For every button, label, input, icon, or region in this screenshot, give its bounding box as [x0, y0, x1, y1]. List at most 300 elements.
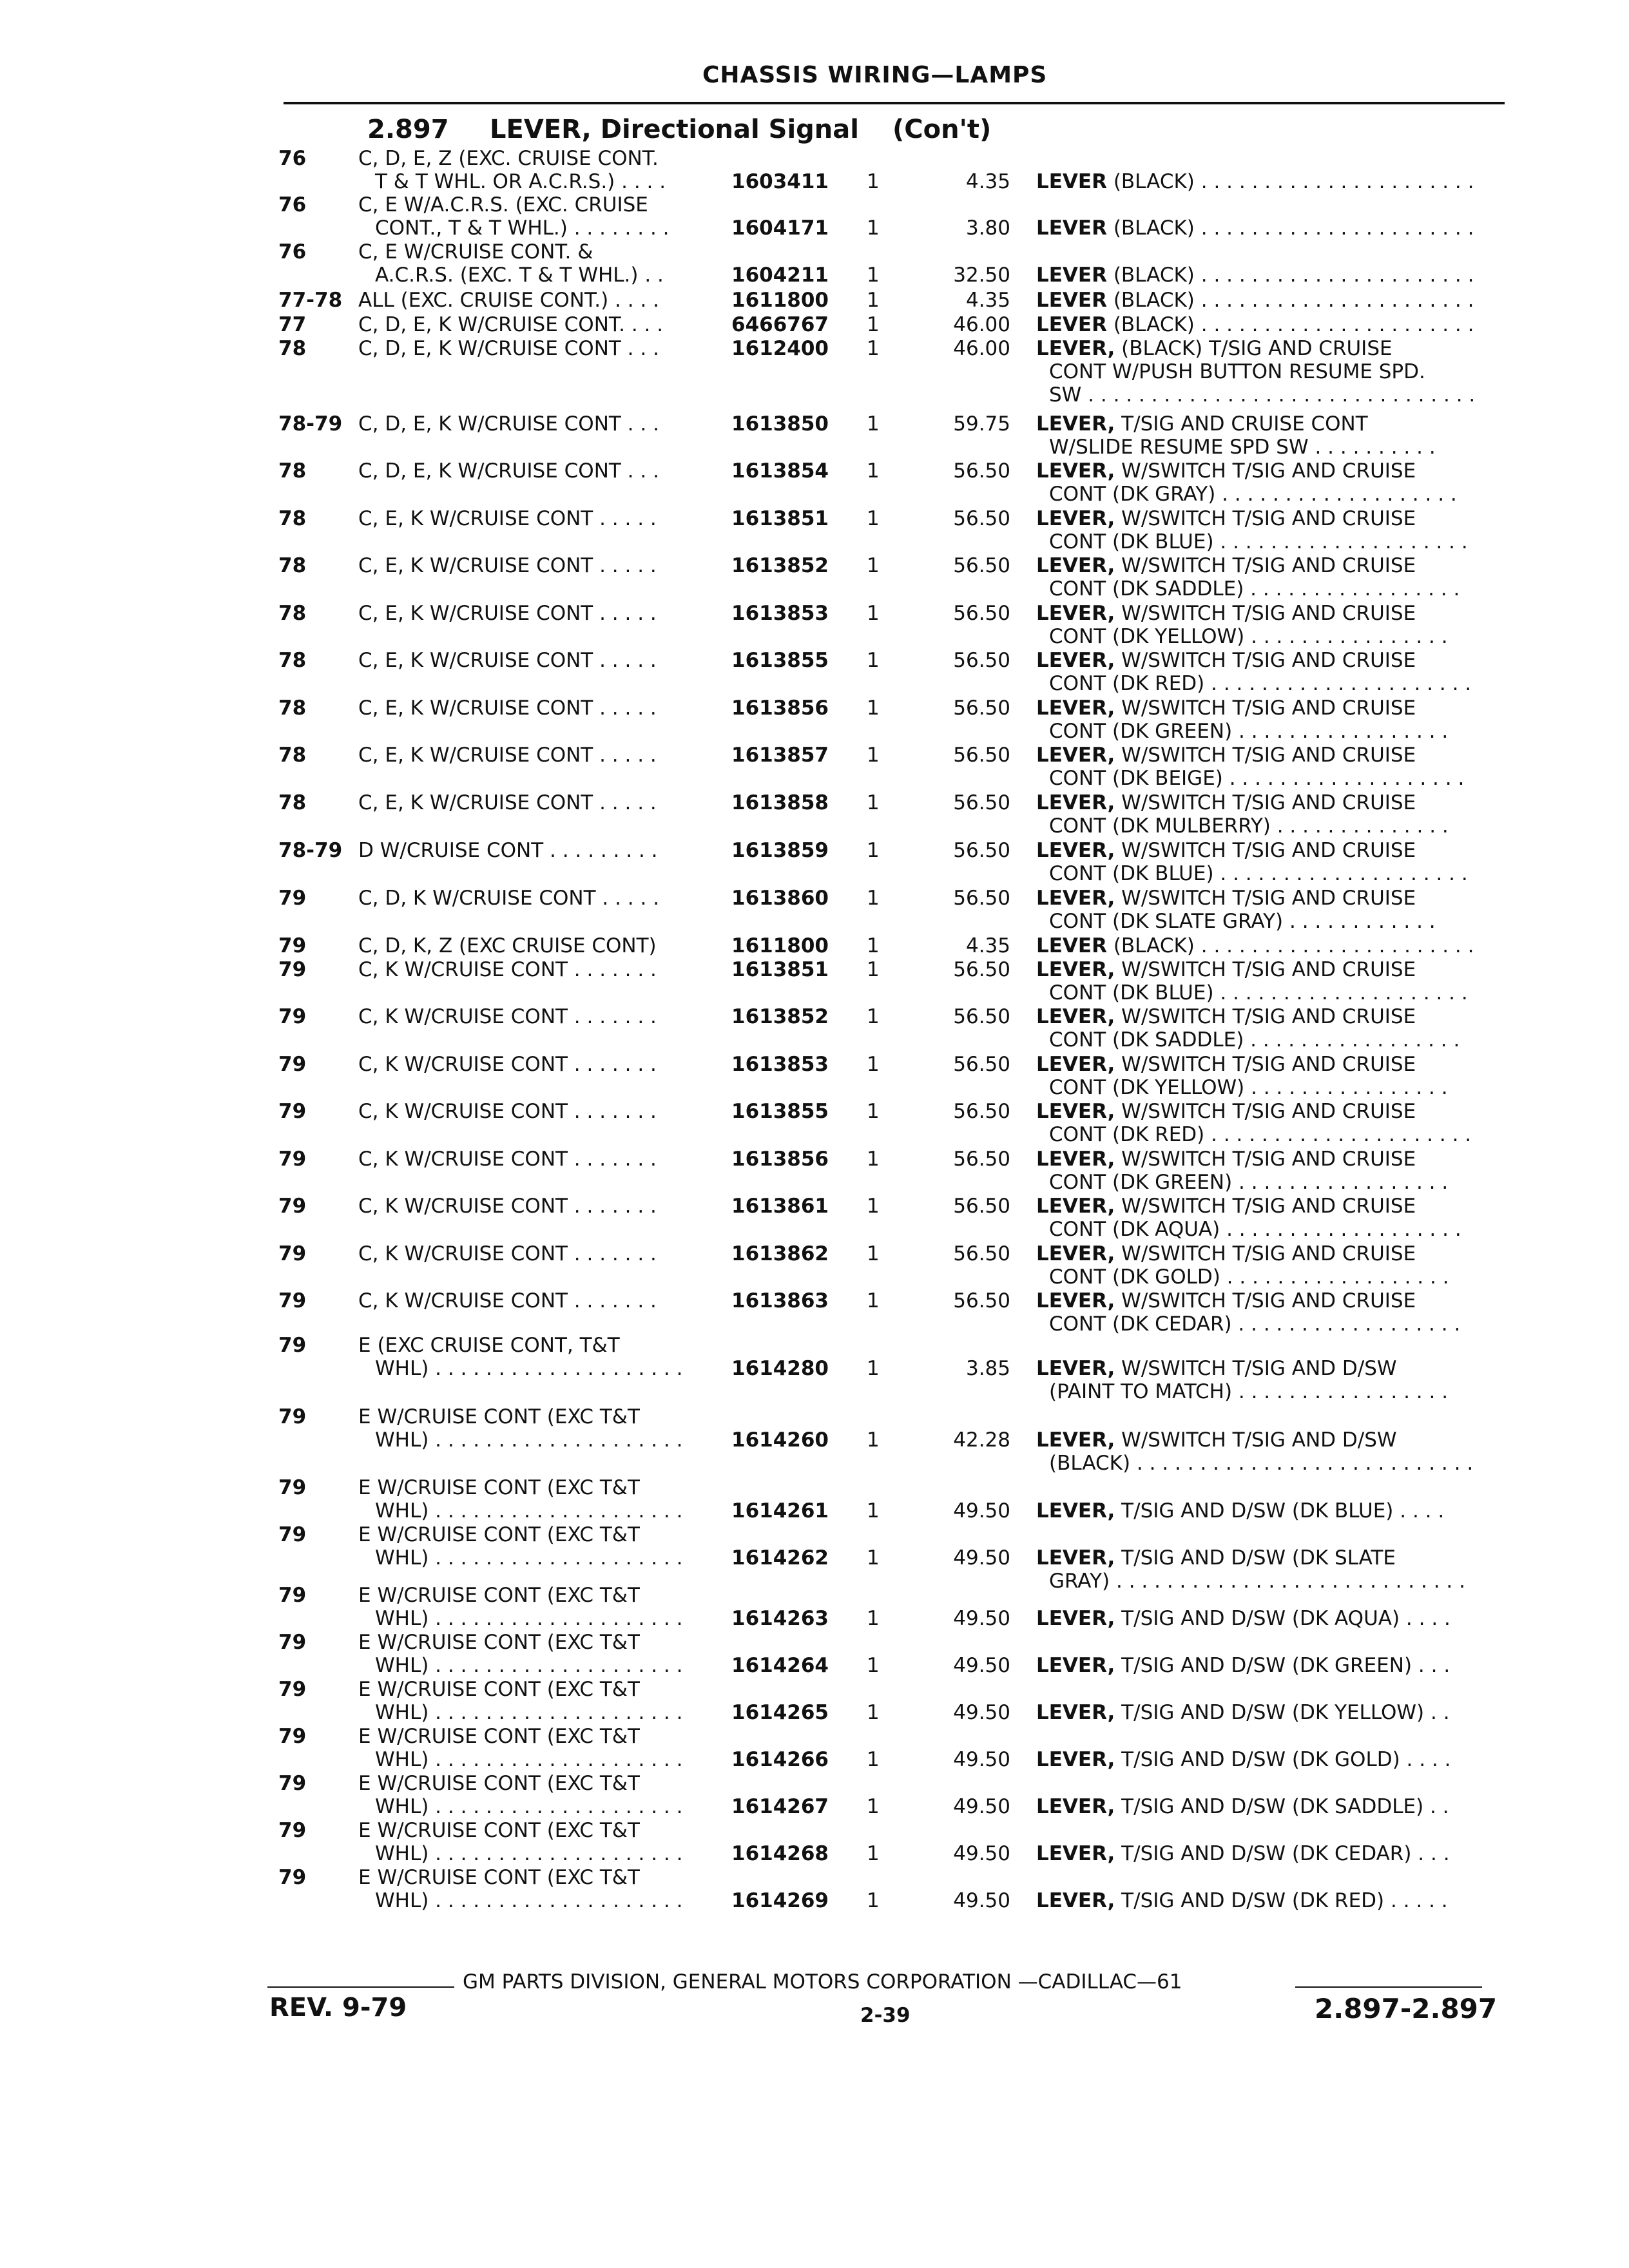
description-text: W/SWITCH T/SIG AND D/SW	[1115, 1428, 1397, 1452]
price-cell: 56.50	[953, 697, 1010, 720]
description-cell-cont: CONT W/PUSH BUTTON RESUME SPD.	[1049, 360, 1425, 383]
description-text: T/SIG AND D/SW (DK YELLOW) . .	[1115, 1701, 1450, 1724]
part-number-cell: 1614269	[731, 1889, 829, 1912]
model-cell: E W/CRUISE CONT (EXC T&T	[358, 1772, 640, 1795]
description-cell	[1036, 649, 1416, 672]
price-cell: 56.50	[953, 1100, 1010, 1123]
model-cell: E (EXC CRUISE CONT, T&T	[358, 1334, 620, 1357]
price-cell: 56.50	[953, 1148, 1010, 1171]
price-cell: 49.50	[953, 1748, 1010, 1771]
quantity-cell: 1	[867, 313, 880, 336]
year-cell: 79	[278, 1005, 307, 1028]
year-cell: 78	[278, 507, 307, 530]
description-cell-cont: CONT (DK SADDLE) . . . . . . . . . . . . . . . . .	[1049, 1028, 1460, 1052]
description-text: T/SIG AND D/SW (DK SLATE	[1115, 1546, 1396, 1570]
description-text: T/SIG AND CRUISE CONT	[1115, 412, 1368, 436]
quantity-cell: 1	[867, 958, 880, 981]
quantity-cell: 1	[867, 1748, 880, 1771]
price-cell: 49.50	[953, 1499, 1010, 1523]
price-cell: 32.50	[953, 264, 1010, 287]
quantity-cell: 1	[867, 1242, 880, 1265]
quantity-cell: 1	[867, 1842, 880, 1865]
description-text: T/SIG AND D/SW (DK CEDAR) . . .	[1115, 1842, 1450, 1865]
description-cell	[1036, 1242, 1416, 1265]
year-cell: 79	[278, 1476, 307, 1499]
quantity-cell: 1	[867, 1701, 880, 1724]
price-cell: 49.50	[953, 1654, 1010, 1677]
description-keyword: LEVER,	[1036, 1242, 1115, 1265]
model-cell-cont: T & T WHL. OR A.C.R.S.) . . . .	[375, 170, 666, 193]
model-cell: C, E, K W/CRUISE CONT . . . . .	[358, 507, 657, 530]
model-cell: C, K W/CRUISE CONT . . . . . . .	[358, 1053, 657, 1076]
description-cell	[1036, 1889, 1448, 1912]
description-keyword: LEVER,	[1036, 1289, 1115, 1312]
year-cell: 79	[278, 1195, 307, 1218]
part-number-cell: 1614265	[731, 1701, 829, 1724]
price-cell: 46.00	[953, 337, 1010, 360]
model-cell-cont: WHL) . . . . . . . . . . . . . . . . . . . .	[375, 1889, 683, 1912]
part-number-cell: 1614280	[731, 1357, 829, 1380]
description-keyword: LEVER,	[1036, 412, 1115, 436]
year-cell: 79	[278, 1523, 307, 1546]
year-cell: 78-79	[278, 412, 343, 436]
section-title: LEVER, Directional Signal	[490, 115, 859, 144]
revision-label: REV. 9-79	[269, 1993, 407, 2023]
part-number-cell: 1614268	[731, 1842, 829, 1865]
description-keyword: LEVER,	[1036, 1748, 1115, 1771]
description-text: W/SWITCH T/SIG AND CRUISE	[1115, 554, 1416, 577]
description-text: W/SWITCH T/SIG AND CRUISE	[1115, 744, 1416, 767]
description-keyword: LEVER,	[1036, 887, 1115, 910]
description-text: W/SWITCH T/SIG AND CRUISE	[1115, 1242, 1416, 1265]
year-cell: 77-78	[278, 289, 343, 312]
price-cell: 4.35	[965, 934, 1010, 957]
description-cell	[1036, 216, 1474, 240]
model-cell: E W/CRUISE CONT (EXC T&T	[358, 1405, 640, 1428]
description-cell	[1036, 791, 1416, 814]
description-keyword: LEVER,	[1036, 1795, 1115, 1818]
page-header-title: CHASSIS WIRING—LAMPS	[702, 62, 1048, 88]
description-keyword: LEVER,	[1036, 1499, 1115, 1523]
quantity-cell: 1	[867, 602, 880, 625]
quantity-cell: 1	[867, 1005, 880, 1028]
model-cell: C, K W/CRUISE CONT . . . . . . .	[358, 1242, 657, 1265]
price-cell: 56.50	[953, 554, 1010, 577]
description-cell-cont: CONT (DK YELLOW) . . . . . . . . . . . . . . . .	[1049, 1076, 1448, 1099]
price-cell: 42.28	[953, 1428, 1010, 1452]
model-cell-cont: WHL) . . . . . . . . . . . . . . . . . . . .	[375, 1795, 683, 1818]
description-text: W/SWITCH T/SIG AND CRUISE	[1115, 507, 1416, 530]
description-cell	[1036, 170, 1474, 193]
page-number: 2-39	[860, 2004, 911, 2027]
model-cell: C, K W/CRUISE CONT . . . . . . .	[358, 958, 657, 981]
quantity-cell: 1	[867, 1053, 880, 1076]
model-cell: C, K W/CRUISE CONT . . . . . . .	[358, 1289, 657, 1312]
description-cell-cont: CONT (DK BLUE) . . . . . . . . . . . . . . . . . . . .	[1049, 530, 1468, 553]
description-cell	[1036, 1795, 1449, 1818]
description-keyword: LEVER,	[1036, 1607, 1115, 1630]
price-cell: 56.50	[953, 1005, 1010, 1028]
part-number-cell: 1613858	[731, 791, 829, 814]
year-cell: 79	[278, 1100, 307, 1123]
description-cell	[1036, 459, 1416, 483]
description-keyword: LEVER	[1036, 264, 1107, 287]
price-cell: 3.85	[965, 1357, 1010, 1380]
model-cell: C, E, K W/CRUISE CONT . . . . .	[358, 791, 657, 814]
model-cell: E W/CRUISE CONT (EXC T&T	[358, 1523, 640, 1546]
model-cell-cont: CONT., T & T WHL.) . . . . . . . .	[375, 216, 670, 240]
description-cell	[1036, 839, 1416, 862]
description-keyword: LEVER,	[1036, 1148, 1115, 1171]
quantity-cell: 1	[867, 507, 880, 530]
price-cell: 56.50	[953, 958, 1010, 981]
description-cell-cont: W/SLIDE RESUME SPD SW . . . . . . . . . .	[1049, 436, 1436, 459]
description-text: W/SWITCH T/SIG AND CRUISE	[1115, 459, 1416, 483]
description-cell	[1036, 958, 1416, 981]
year-cell: 79	[278, 1772, 307, 1795]
year-cell: 76	[278, 193, 307, 216]
model-cell: D W/CRUISE CONT . . . . . . . . .	[358, 839, 658, 862]
footer-rule-left	[267, 1986, 454, 1988]
description-cell-cont: CONT (DK GREEN) . . . . . . . . . . . . . . . . .	[1049, 1171, 1449, 1194]
model-cell: C, D, K, Z (EXC CRUISE CONT)	[358, 934, 657, 957]
part-number-cell: 1613852	[731, 554, 829, 577]
part-number-cell: 1614260	[731, 1428, 829, 1452]
year-cell: 78	[278, 791, 307, 814]
part-number-cell: 1613852	[731, 1005, 829, 1028]
year-cell: 79	[278, 1405, 307, 1428]
year-cell: 79	[278, 1242, 307, 1265]
model-cell: E W/CRUISE CONT (EXC T&T	[358, 1631, 640, 1654]
description-text: (BLACK) . . . . . . . . . . . . . . . . . . . . . .	[1106, 934, 1474, 957]
description-keyword: LEVER,	[1036, 1842, 1115, 1865]
description-cell-cont: GRAY) . . . . . . . . . . . . . . . . . . . . . . . . . . . .	[1049, 1570, 1465, 1593]
model-cell: C, D, E, K W/CRUISE CONT . . .	[358, 337, 659, 360]
model-cell: C, E W/CRUISE CONT. &	[358, 240, 593, 264]
description-keyword: LEVER,	[1036, 839, 1115, 862]
price-cell: 56.50	[953, 649, 1010, 672]
description-cell	[1036, 1053, 1416, 1076]
description-keyword: LEVER,	[1036, 337, 1115, 360]
price-cell: 56.50	[953, 887, 1010, 910]
part-number-cell: 1614264	[731, 1654, 829, 1677]
description-keyword: LEVER,	[1036, 958, 1115, 981]
model-cell: ALL (EXC. CRUISE CONT.) . . . .	[358, 289, 660, 312]
quantity-cell: 1	[867, 697, 880, 720]
description-cell-cont: CONT (DK BEIGE) . . . . . . . . . . . . . . . . . . .	[1049, 767, 1465, 790]
part-number-cell: 1613856	[731, 1148, 829, 1171]
part-number-cell: 1614263	[731, 1607, 829, 1630]
description-text: T/SIG AND D/SW (DK RED) . . . . .	[1115, 1889, 1448, 1912]
year-cell: 79	[278, 1725, 307, 1748]
model-cell: E W/CRUISE CONT (EXC T&T	[358, 1476, 640, 1499]
description-cell	[1036, 1357, 1397, 1380]
description-text: (BLACK) T/SIG AND CRUISE	[1115, 337, 1393, 360]
model-cell-cont: WHL) . . . . . . . . . . . . . . . . . . . .	[375, 1701, 683, 1724]
quantity-cell: 1	[867, 1289, 880, 1312]
model-cell: C, E W/A.C.R.S. (EXC. CRUISE	[358, 193, 648, 216]
description-cell	[1036, 1701, 1450, 1724]
model-cell: E W/CRUISE CONT (EXC T&T	[358, 1584, 640, 1607]
description-text: W/SWITCH T/SIG AND CRUISE	[1115, 1289, 1416, 1312]
description-text: (BLACK) . . . . . . . . . . . . . . . . . . . . . .	[1106, 289, 1474, 312]
model-cell-cont: WHL) . . . . . . . . . . . . . . . . . . . .	[375, 1748, 683, 1771]
year-cell: 79	[278, 1289, 307, 1312]
year-cell: 78	[278, 459, 307, 483]
description-cell	[1036, 1654, 1450, 1677]
part-number-cell: 1612400	[731, 337, 829, 360]
quantity-cell: 1	[867, 264, 880, 287]
description-text: W/SWITCH T/SIG AND CRUISE	[1115, 1100, 1416, 1123]
description-text: W/SWITCH T/SIG AND CRUISE	[1115, 1148, 1416, 1171]
price-cell: 4.35	[965, 170, 1010, 193]
description-cell	[1036, 1289, 1416, 1312]
price-cell: 49.50	[953, 1889, 1010, 1912]
description-keyword: LEVER,	[1036, 1357, 1115, 1380]
description-cell-cont: CONT (DK GRAY) . . . . . . . . . . . . . . . . . . .	[1049, 483, 1457, 506]
year-cell: 79	[278, 1631, 307, 1654]
model-cell-cont: WHL) . . . . . . . . . . . . . . . . . . . .	[375, 1428, 683, 1452]
description-cell	[1036, 313, 1474, 336]
year-cell: 79	[278, 1866, 307, 1889]
year-cell: 78	[278, 697, 307, 720]
part-number-cell: 1613851	[731, 507, 829, 530]
description-keyword: LEVER,	[1036, 1701, 1115, 1724]
year-cell: 79	[278, 1678, 307, 1701]
price-cell: 56.50	[953, 791, 1010, 814]
price-cell: 56.50	[953, 1053, 1010, 1076]
price-cell: 46.00	[953, 313, 1010, 336]
description-cell-cont: CONT (DK BLUE) . . . . . . . . . . . . . . . . . . . .	[1049, 862, 1468, 885]
part-number-cell: 1613855	[731, 649, 829, 672]
quantity-cell: 1	[867, 1357, 880, 1380]
description-cell	[1036, 1100, 1416, 1123]
price-cell: 59.75	[953, 412, 1010, 436]
description-keyword: LEVER	[1036, 216, 1107, 240]
description-text: (BLACK) . . . . . . . . . . . . . . . . . . . . . .	[1106, 313, 1474, 336]
description-cell-cont: CONT (DK BLUE) . . . . . . . . . . . . . . . . . . . .	[1049, 981, 1468, 1004]
model-cell-cont: WHL) . . . . . . . . . . . . . . . . . . . .	[375, 1654, 683, 1677]
price-cell: 56.50	[953, 1242, 1010, 1265]
quantity-cell: 1	[867, 1100, 880, 1123]
description-cell-cont: (BLACK) . . . . . . . . . . . . . . . . . . . . . . . . . . .	[1049, 1452, 1474, 1475]
model-cell-cont: WHL) . . . . . . . . . . . . . . . . . . . .	[375, 1842, 683, 1865]
description-cell-cont: (PAINT TO MATCH) . . . . . . . . . . . . . . . . .	[1049, 1380, 1449, 1403]
quantity-cell: 1	[867, 412, 880, 436]
model-cell: E W/CRUISE CONT (EXC T&T	[358, 1678, 640, 1701]
quantity-cell: 1	[867, 1795, 880, 1818]
price-cell: 49.50	[953, 1546, 1010, 1570]
description-cell	[1036, 934, 1474, 957]
price-cell: 56.50	[953, 839, 1010, 862]
description-keyword: LEVER	[1036, 289, 1107, 312]
part-number-cell: 1613861	[731, 1195, 829, 1218]
quantity-cell: 1	[867, 170, 880, 193]
model-cell: E W/CRUISE CONT (EXC T&T	[358, 1819, 640, 1842]
year-cell: 78	[278, 744, 307, 767]
description-keyword: LEVER,	[1036, 1005, 1115, 1028]
description-cell	[1036, 264, 1474, 287]
year-cell: 79	[278, 887, 307, 910]
model-cell-cont: WHL) . . . . . . . . . . . . . . . . . . . .	[375, 1357, 683, 1380]
year-cell: 79	[278, 1819, 307, 1842]
year-cell: 78-79	[278, 839, 343, 862]
description-keyword: LEVER,	[1036, 1100, 1115, 1123]
model-cell: C, K W/CRUISE CONT . . . . . . .	[358, 1148, 657, 1171]
description-keyword: LEVER,	[1036, 1195, 1115, 1218]
description-cell	[1036, 1428, 1397, 1452]
description-text: W/SWITCH T/SIG AND CRUISE	[1115, 697, 1416, 720]
price-cell: 3.80	[965, 216, 1010, 240]
quantity-cell: 1	[867, 1889, 880, 1912]
description-text: T/SIG AND D/SW (DK GREEN) . . .	[1115, 1654, 1451, 1677]
part-number-cell: 1613857	[731, 744, 829, 767]
quantity-cell: 1	[867, 791, 880, 814]
quantity-cell: 1	[867, 649, 880, 672]
part-number-cell: 1613851	[731, 958, 829, 981]
quantity-cell: 1	[867, 1499, 880, 1523]
year-cell: 78	[278, 337, 307, 360]
model-cell: C, D, E, K W/CRUISE CONT . . .	[358, 412, 659, 436]
price-cell: 49.50	[953, 1607, 1010, 1630]
description-cell-cont: CONT (DK SLATE GRAY) . . . . . . . . . . . .	[1049, 910, 1436, 933]
description-keyword: LEVER,	[1036, 459, 1115, 483]
description-keyword: LEVER	[1036, 313, 1107, 336]
description-cell-cont: CONT (DK SADDLE) . . . . . . . . . . . . . . . . .	[1049, 577, 1460, 601]
description-text: W/SWITCH T/SIG AND CRUISE	[1115, 1005, 1416, 1028]
quantity-cell: 1	[867, 459, 880, 483]
year-cell: 76	[278, 147, 307, 170]
description-cell	[1036, 1499, 1444, 1523]
part-number-cell: 1613856	[731, 697, 829, 720]
quantity-cell: 1	[867, 337, 880, 360]
description-cell	[1036, 887, 1416, 910]
description-keyword: LEVER,	[1036, 1654, 1115, 1677]
description-keyword: LEVER,	[1036, 1889, 1115, 1912]
section-reference: 2.897-2.897	[1315, 1993, 1498, 2024]
description-text: T/SIG AND D/SW (DK AQUA) . . . .	[1115, 1607, 1451, 1630]
model-cell: C, D, E, K W/CRUISE CONT. . . .	[358, 313, 664, 336]
description-text: W/SWITCH T/SIG AND CRUISE	[1115, 602, 1416, 625]
description-cell	[1036, 744, 1416, 767]
description-keyword: LEVER,	[1036, 791, 1115, 814]
description-text: W/SWITCH T/SIG AND D/SW	[1115, 1357, 1397, 1380]
description-cell-cont: CONT (DK RED) . . . . . . . . . . . . . . . . . . . . .	[1049, 1123, 1472, 1146]
description-cell	[1036, 1005, 1416, 1028]
description-cell	[1036, 554, 1416, 577]
quantity-cell: 1	[867, 839, 880, 862]
description-cell	[1036, 1148, 1416, 1171]
model-cell-cont: WHL) . . . . . . . . . . . . . . . . . . . .	[375, 1607, 683, 1630]
year-cell: 76	[278, 240, 307, 264]
quantity-cell: 1	[867, 1195, 880, 1218]
part-number-cell: 1614262	[731, 1546, 829, 1570]
year-cell: 78	[278, 554, 307, 577]
model-cell: C, D, E, Z (EXC. CRUISE CONT.	[358, 147, 659, 170]
model-cell: C, D, E, K W/CRUISE CONT . . .	[358, 459, 659, 483]
section-continued: (Con't)	[892, 115, 992, 144]
description-cell	[1036, 289, 1474, 312]
footer-rule-right	[1295, 1986, 1482, 1988]
quantity-cell: 1	[867, 216, 880, 240]
description-cell-cont: CONT (DK MULBERRY) . . . . . . . . . . . . . .	[1049, 814, 1449, 838]
year-cell: 79	[278, 1148, 307, 1171]
model-cell-cont: WHL) . . . . . . . . . . . . . . . . . . . .	[375, 1499, 683, 1523]
description-keyword: LEVER	[1036, 934, 1107, 957]
description-cell	[1036, 1546, 1396, 1570]
description-text: W/SWITCH T/SIG AND CRUISE	[1115, 1053, 1416, 1076]
year-cell: 79	[278, 934, 307, 957]
description-text: T/SIG AND D/SW (DK SADDLE) . .	[1115, 1795, 1449, 1818]
description-cell	[1036, 1748, 1451, 1771]
year-cell: 79	[278, 1053, 307, 1076]
description-cell-cont: CONT (DK AQUA) . . . . . . . . . . . . . . . . . . .	[1049, 1218, 1461, 1241]
price-cell: 56.50	[953, 459, 1010, 483]
part-number-cell: 1603411	[731, 170, 829, 193]
model-cell: C, E, K W/CRUISE CONT . . . . .	[358, 744, 657, 767]
part-number-cell: 1604171	[731, 216, 829, 240]
model-cell: C, E, K W/CRUISE CONT . . . . .	[358, 649, 657, 672]
description-text: T/SIG AND D/SW (DK BLUE) . . . .	[1115, 1499, 1445, 1523]
price-cell: 49.50	[953, 1842, 1010, 1865]
description-keyword: LEVER,	[1036, 697, 1115, 720]
description-keyword: LEVER,	[1036, 1546, 1115, 1570]
quantity-cell: 1	[867, 934, 880, 957]
part-number-cell: 1613853	[731, 602, 829, 625]
description-cell-cont: SW . . . . . . . . . . . . . . . . . . . . . . . . . . . . . . .	[1049, 383, 1476, 407]
quantity-cell: 1	[867, 1428, 880, 1452]
part-number-cell: 1613855	[731, 1100, 829, 1123]
part-number-cell: 1613860	[731, 887, 829, 910]
description-text: W/SWITCH T/SIG AND CRUISE	[1115, 958, 1416, 981]
description-text: W/SWITCH T/SIG AND CRUISE	[1115, 1195, 1416, 1218]
price-cell: 56.50	[953, 602, 1010, 625]
description-cell	[1036, 1195, 1416, 1218]
price-cell: 56.50	[953, 507, 1010, 530]
description-keyword: LEVER,	[1036, 602, 1115, 625]
description-keyword: LEVER,	[1036, 744, 1115, 767]
part-number-cell: 1613854	[731, 459, 829, 483]
year-cell: 79	[278, 1584, 307, 1607]
description-cell	[1036, 697, 1416, 720]
part-number-cell: 6466767	[731, 313, 829, 336]
quantity-cell: 1	[867, 554, 880, 577]
part-number-cell: 1613853	[731, 1053, 829, 1076]
quantity-cell: 1	[867, 1546, 880, 1570]
description-keyword: LEVER,	[1036, 1428, 1115, 1452]
part-number-cell: 1604211	[731, 264, 829, 287]
quantity-cell: 1	[867, 289, 880, 312]
model-cell-cont: A.C.R.S. (EXC. T & T WHL.) . .	[375, 264, 664, 287]
model-cell: C, D, K W/CRUISE CONT . . . . .	[358, 887, 660, 910]
quantity-cell: 1	[867, 744, 880, 767]
part-number-cell: 1614261	[731, 1499, 829, 1523]
model-cell-cont: WHL) . . . . . . . . . . . . . . . . . . . .	[375, 1546, 683, 1570]
description-cell-cont: CONT (DK GREEN) . . . . . . . . . . . . . . . . .	[1049, 720, 1449, 743]
description-keyword: LEVER,	[1036, 1053, 1115, 1076]
description-cell	[1036, 507, 1416, 530]
description-keyword: LEVER,	[1036, 507, 1115, 530]
footer-publisher: GM PARTS DIVISION, GENERAL MOTORS CORPORATION —CADILLAC—61	[463, 1970, 1182, 1994]
description-cell	[1036, 1842, 1450, 1865]
model-cell: C, E, K W/CRUISE CONT . . . . .	[358, 697, 657, 720]
price-cell: 49.50	[953, 1701, 1010, 1724]
description-cell-cont: CONT (DK GOLD) . . . . . . . . . . . . . . . . . .	[1049, 1265, 1449, 1289]
model-cell: C, E, K W/CRUISE CONT . . . . .	[358, 602, 657, 625]
quantity-cell: 1	[867, 1654, 880, 1677]
description-text: (BLACK) . . . . . . . . . . . . . . . . . . . . . .	[1106, 216, 1474, 240]
quantity-cell: 1	[867, 887, 880, 910]
